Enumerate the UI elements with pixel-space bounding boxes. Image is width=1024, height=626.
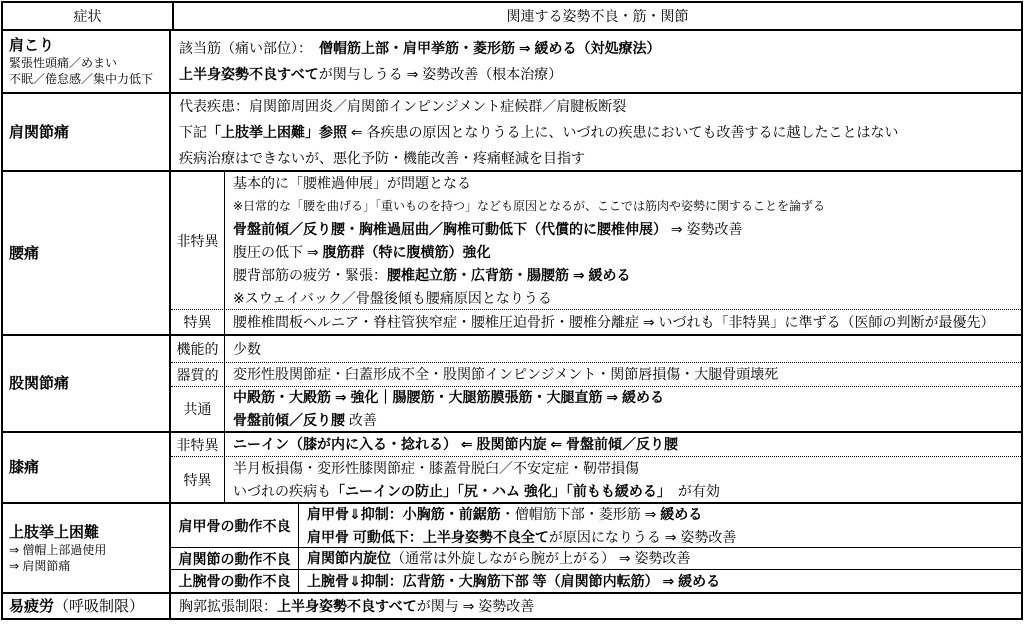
symptom-title: 易疲労（呼吸制限） — [9, 597, 145, 615]
table-row-kokansetsu — [3, 334, 1021, 431]
content-line: 少数 — [233, 340, 261, 357]
content-line: 代表疾患：肩関節周囲炎／肩関節インピンジメント症候群／肩腱板断裂 — [179, 98, 627, 114]
table-row-katakori — [3, 29, 1021, 92]
subrow-group — [171, 433, 1021, 502]
content-line: 疾病治療はできないが、悪化予防・機能改善・疼痛軽減を目指す — [179, 150, 585, 166]
symptom-note: ⇒ 肩関節痛 — [9, 558, 71, 573]
content-cell — [299, 570, 1021, 592]
subrow-tokui — [171, 456, 1021, 502]
subrow-label: 肩関節の動作不良 — [171, 548, 299, 569]
content-line: 肩関節内旋位（通常は外旋しながら腕が上がる） ⇒ 姿勢改善 — [307, 550, 691, 566]
content-cell — [225, 363, 1021, 386]
subrow-kishitsuteki — [171, 362, 1021, 386]
subrow-group — [171, 504, 1021, 592]
subrow-label: 機能的 — [171, 336, 225, 362]
subrow-tokui — [171, 309, 1021, 334]
content-line: いづれの疾病も「ニーインの防止」「尻・ハム 強化」「前もも緩める」 が有効 — [233, 482, 720, 499]
subrow-hitokui — [171, 433, 1021, 456]
content-line: 該当筋（痛い部位）： 僧帽筋上部・肩甲挙筋・菱形筋 ⇒ 緩める（対処療法） — [179, 40, 661, 56]
subrow-kyoutsuu — [171, 386, 1021, 431]
subrow-group — [171, 336, 1021, 431]
symptom-note: 不眠／倦怠感／集中力低下 — [9, 72, 154, 86]
subrow-label: 非特異 — [171, 172, 225, 309]
content-line: 下記「上肢挙上困難」参照 ⇐ 各疾患の原因となりうる上に、いづれの疾患においても改善するに越したことはない — [179, 124, 899, 140]
content-line: 上腕骨⇓抑制：広背筋・大胸筋下部 等（肩関節内転筋） ⇒ 緩める — [307, 572, 721, 589]
symptom-cell — [3, 336, 171, 431]
content-line: 肩甲骨 可動低下：上半身姿勢不良全てが原因になりうる ⇒ 姿勢改善 — [307, 528, 737, 545]
symptom-note: 緊張性頭痛／めまい — [9, 56, 118, 70]
symptom-title: 股関節痛 — [9, 375, 70, 392]
content-line: 中殿筋・大殿筋 ⇒ 強化｜腸腰筋・大腿筋膜張筋・大腿直筋 ⇒ 緩める — [233, 389, 665, 405]
subrow-hitokui — [171, 172, 1021, 309]
content-line: ニーイン（膝が内に入る・捻れる） ⇐ 股関節内旋 ⇐ 骨盤前傾／反り腰 — [233, 436, 679, 452]
subrow-label: 非特異 — [171, 433, 225, 456]
content-line: 骨盤前傾／反り腰・胸椎過屈曲／胸椎可動低下（代償的に腰椎伸展） ⇒ 姿勢改善 — [233, 220, 743, 237]
content-line: 腰背部筋の疲労・緊張：腰椎起立筋・広背筋・腸腰筋 ⇒ 緩める — [233, 266, 631, 283]
subrow-label: 特異 — [171, 310, 225, 334]
content-line: 骨盤前傾／反り腰 改善 — [233, 412, 377, 428]
table-row-youtsuu — [3, 170, 1021, 334]
table-row-joushi-kyojou — [3, 502, 1021, 592]
table-row-hizatsuu — [3, 431, 1021, 502]
symptom-cell — [3, 433, 171, 502]
content-cell — [225, 336, 1021, 362]
content-cell — [299, 504, 1021, 547]
subrow-label: 特異 — [171, 457, 225, 502]
subrow-kenkoukotsu — [171, 504, 1021, 547]
subrow-katakansetsu — [171, 547, 1021, 569]
symptom-cell — [3, 31, 171, 92]
content-line: ※日常的な「腰を曲げる」「重いものを持つ」なども原因となるが、ここでは筋肉や姿勢に関することを論ずる — [233, 198, 826, 213]
symptom-cell — [3, 94, 171, 170]
subrow-group — [171, 172, 1021, 334]
subrow-jouwankotsu — [171, 569, 1021, 592]
content-line: 上半身姿勢不良すべてが関与しうる ⇒ 姿勢改善（根本治療） — [179, 66, 563, 82]
subrow-label: 器質的 — [171, 363, 225, 386]
subrow-label: 肩甲骨の動作不良 — [171, 504, 299, 547]
subrow-kinouteki — [171, 336, 1021, 362]
symptom-title: 肩関節痛 — [9, 123, 70, 141]
content-line: ※スウェイバック／骨盤後傾も腰痛原因となりうる — [233, 289, 552, 306]
content-cell — [225, 387, 1021, 431]
header-row — [3, 3, 1021, 29]
content-cell — [171, 594, 1021, 618]
content-line: 変形性股関節症・臼蓋形成不全・股関節インピンジメント・関節唇損傷・大腿骨頭壊死 — [233, 366, 779, 382]
symptom-cell — [3, 594, 171, 618]
subrow-label: 上腕骨の動作不良 — [171, 570, 299, 592]
content-line: 胸郭拡張制限：上半身姿勢不良すべてが関与 ⇒ 姿勢改善 — [179, 597, 535, 614]
symptom-note: ⇒ 僧帽上部過使用 — [9, 542, 107, 557]
content-line: 肩甲骨⇓抑制：小胸筋・前鋸筋・僧帽筋下部・菱形筋 ⇒ 緩める — [307, 505, 703, 522]
content-line: 半月板損傷・変形性膝関節症・膝蓋骨脱臼／不安定症・靭帯損傷 — [233, 459, 639, 476]
header-symptom: 症状 — [3, 3, 174, 29]
content-cell — [225, 457, 1021, 502]
table-row-kata-kansetsu — [3, 92, 1021, 170]
symptom-table — [1, 1, 1023, 620]
content-line: 基本的に「腰椎過伸展」が問題となる — [233, 174, 471, 191]
symptom-cell — [3, 172, 171, 334]
content-line: 腰椎椎間板ヘルニア・脊柱管狭窄症・腰椎圧迫骨折・腰椎分離症 ⇒ いづれも「非特異」に準ずる（医師の判断が最優先） — [233, 313, 995, 330]
header-related: 関連する姿勢不良・筋・関節 — [506, 8, 689, 24]
content-cell — [171, 94, 1021, 170]
subrow-label: 共通 — [171, 387, 225, 431]
content-cell — [225, 433, 1021, 456]
content-line: 腹圧の低下 ⇒ 腹筋群（特に腹横筋）強化 — [233, 243, 491, 260]
symptom-title: 膝痛 — [9, 459, 40, 476]
content-cell — [225, 172, 1021, 309]
symptom-title: 腰痛 — [9, 244, 40, 262]
content-cell — [171, 31, 1021, 92]
symptom-title: 上肢挙上困難 — [9, 523, 100, 541]
symptom-cell — [3, 504, 171, 592]
table-row-ekihirou — [3, 592, 1021, 618]
symptom-title: 肩こり — [9, 37, 55, 54]
content-cell — [299, 548, 1021, 569]
content-cell — [225, 310, 1021, 334]
